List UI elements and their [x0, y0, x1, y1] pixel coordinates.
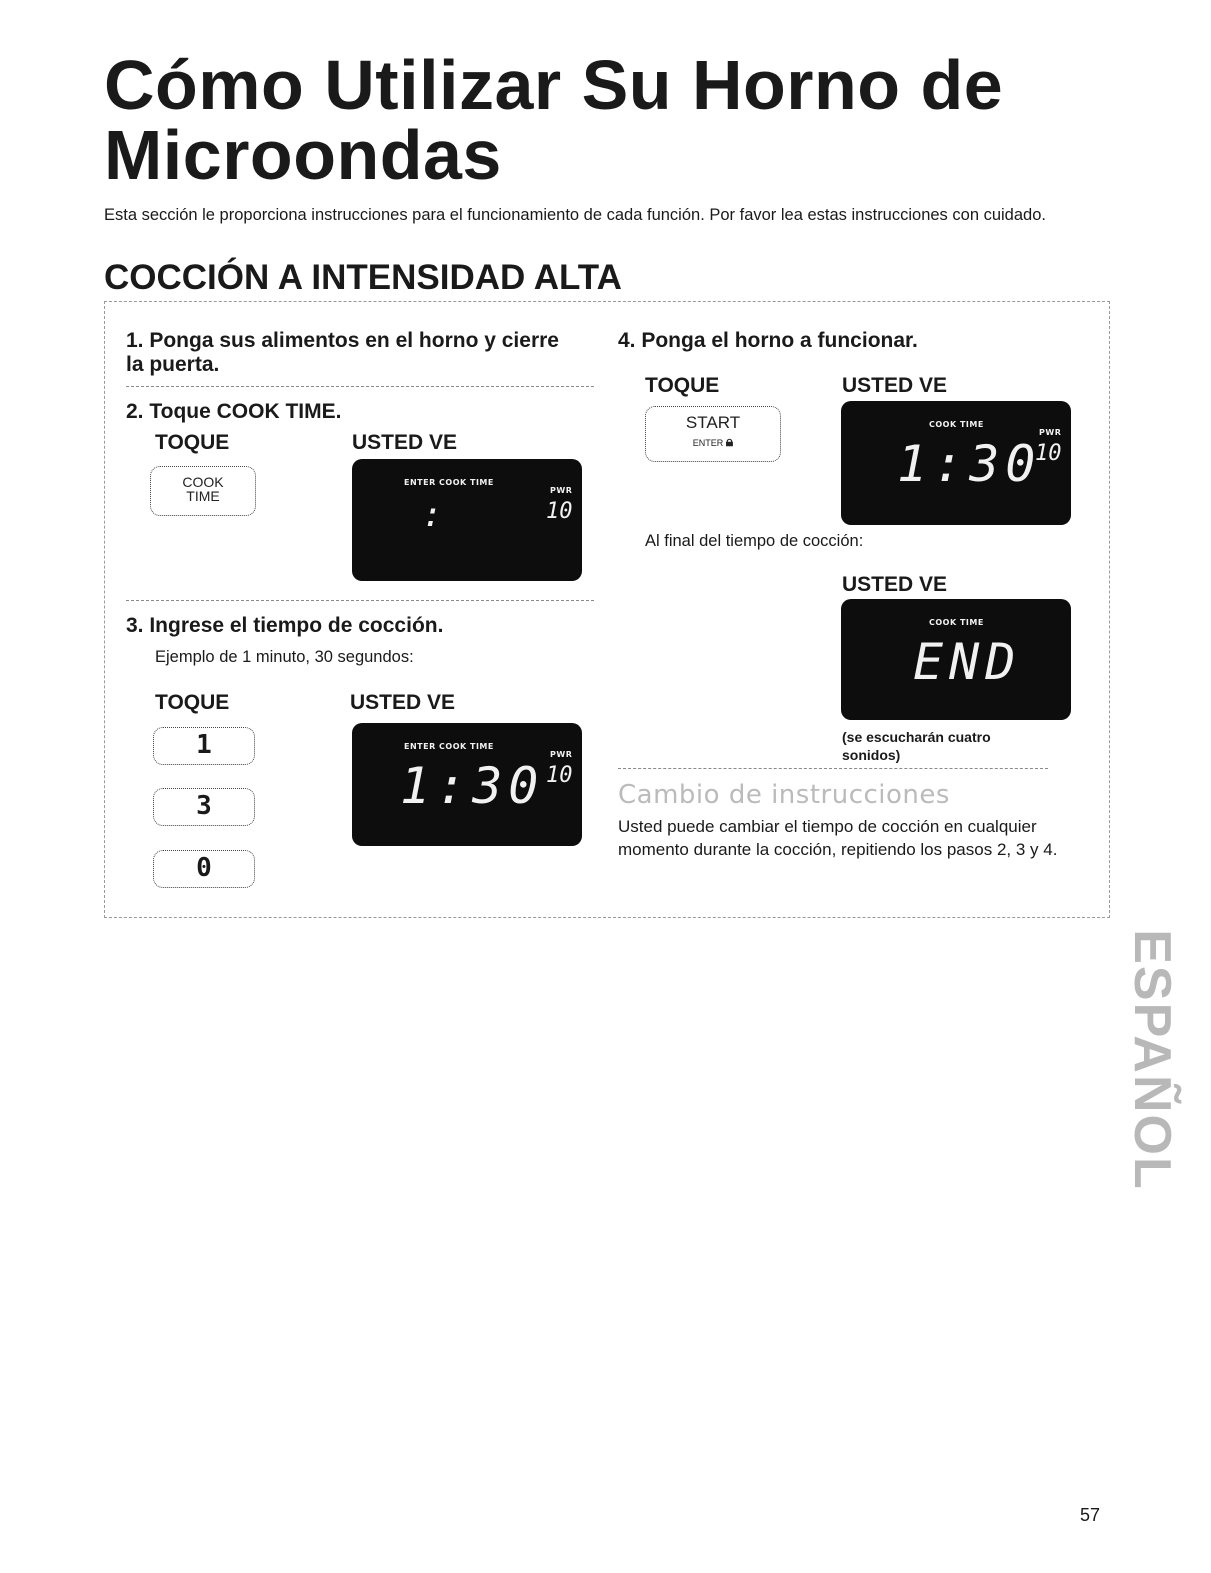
display-main: : [422, 495, 449, 535]
oven-display-step-4 [841, 401, 1071, 525]
display-power-level: 10 [546, 763, 573, 788]
oven-display-step-2 [352, 459, 582, 581]
enter-button-label: ENTER [692, 438, 724, 448]
step-3-text: 3. Ingrese el tiempo de cocción. [126, 614, 444, 637]
display-pwr-label: PWR [1039, 428, 1062, 437]
cook-time-button-label-2: TIME [186, 488, 220, 504]
display-pwr-label: PWR [550, 486, 573, 495]
end-of-cooking-note: Al final del tiempo de cocción: [645, 532, 864, 550]
touch-label: TOQUE [155, 431, 230, 454]
touch-label: TOQUE [645, 374, 720, 397]
display-indicators: ENTER COOK TIME [404, 742, 494, 751]
you-see-label: USTED VE [842, 374, 948, 397]
display-power-level: 10 [546, 499, 573, 524]
display-indicators: COOK TIME [929, 618, 984, 627]
start-enter-button[interactable] [645, 406, 781, 462]
display-pwr-label: PWR [550, 750, 573, 759]
language-tab [1112, 929, 1192, 1191]
intro-text: Esta sección le proporciona instrucciones para el funcionamiento de cada función. Por favor lea estas instrucciones con cuidado. [104, 206, 1046, 224]
step-3-example: Ejemplo de 1 minuto, 30 segundos: [155, 648, 414, 666]
number-button-1[interactable]: 1 [153, 727, 255, 765]
divider [126, 386, 594, 387]
display-power-level: 10 [1035, 441, 1062, 466]
display-main: 1:30 [897, 435, 1042, 493]
number-button-3[interactable]: 3 [153, 788, 255, 826]
divider [618, 768, 1048, 769]
step-4-text: 4. Ponga el horno a funcionar. [618, 329, 918, 352]
page-number: 57 [1080, 1505, 1101, 1525]
section-heading: COCCIÓN A INTENSIDAD ALTA [104, 258, 622, 297]
step-1-text: 1. Ponga sus alimentos en el horno y cierre la puerta. [126, 329, 559, 376]
divider [126, 600, 594, 601]
number-button-0[interactable]: 0 [153, 850, 255, 888]
touch-label: TOQUE [155, 691, 230, 714]
oven-display-step-3 [352, 723, 582, 846]
display-main: END [913, 633, 1022, 691]
step-2-text: 2. Toque COOK TIME. [126, 400, 342, 423]
beeps-note: (se escucharán cuatro sonidos) [842, 729, 991, 763]
lock-icon: 🔒︎ [725, 433, 734, 449]
you-see-label: USTED VE [352, 431, 458, 454]
display-main: 1:30 [400, 757, 545, 815]
change-heading: Cambio de instrucciones [618, 780, 950, 810]
you-see-label: USTED VE [842, 573, 948, 596]
language-tab-label: ESPAÑOL [1123, 929, 1181, 1191]
you-see-label: USTED VE [350, 691, 456, 714]
change-text: Usted puede cambiar el tiempo de cocción en cualquier momento durante la cocción, repitiendo los pasos 2, 3 y 4. [618, 817, 1058, 859]
cook-time-button[interactable] [150, 466, 256, 516]
display-indicators: COOK TIME [929, 420, 984, 429]
display-indicators: ENTER COOK TIME [404, 478, 494, 487]
page-title: Cómo Utilizar Su Horno de Microondas [104, 46, 1004, 194]
start-button-label: START [685, 413, 741, 432]
oven-display-end [841, 599, 1071, 720]
cook-time-button-label-1: COOK [182, 474, 224, 490]
